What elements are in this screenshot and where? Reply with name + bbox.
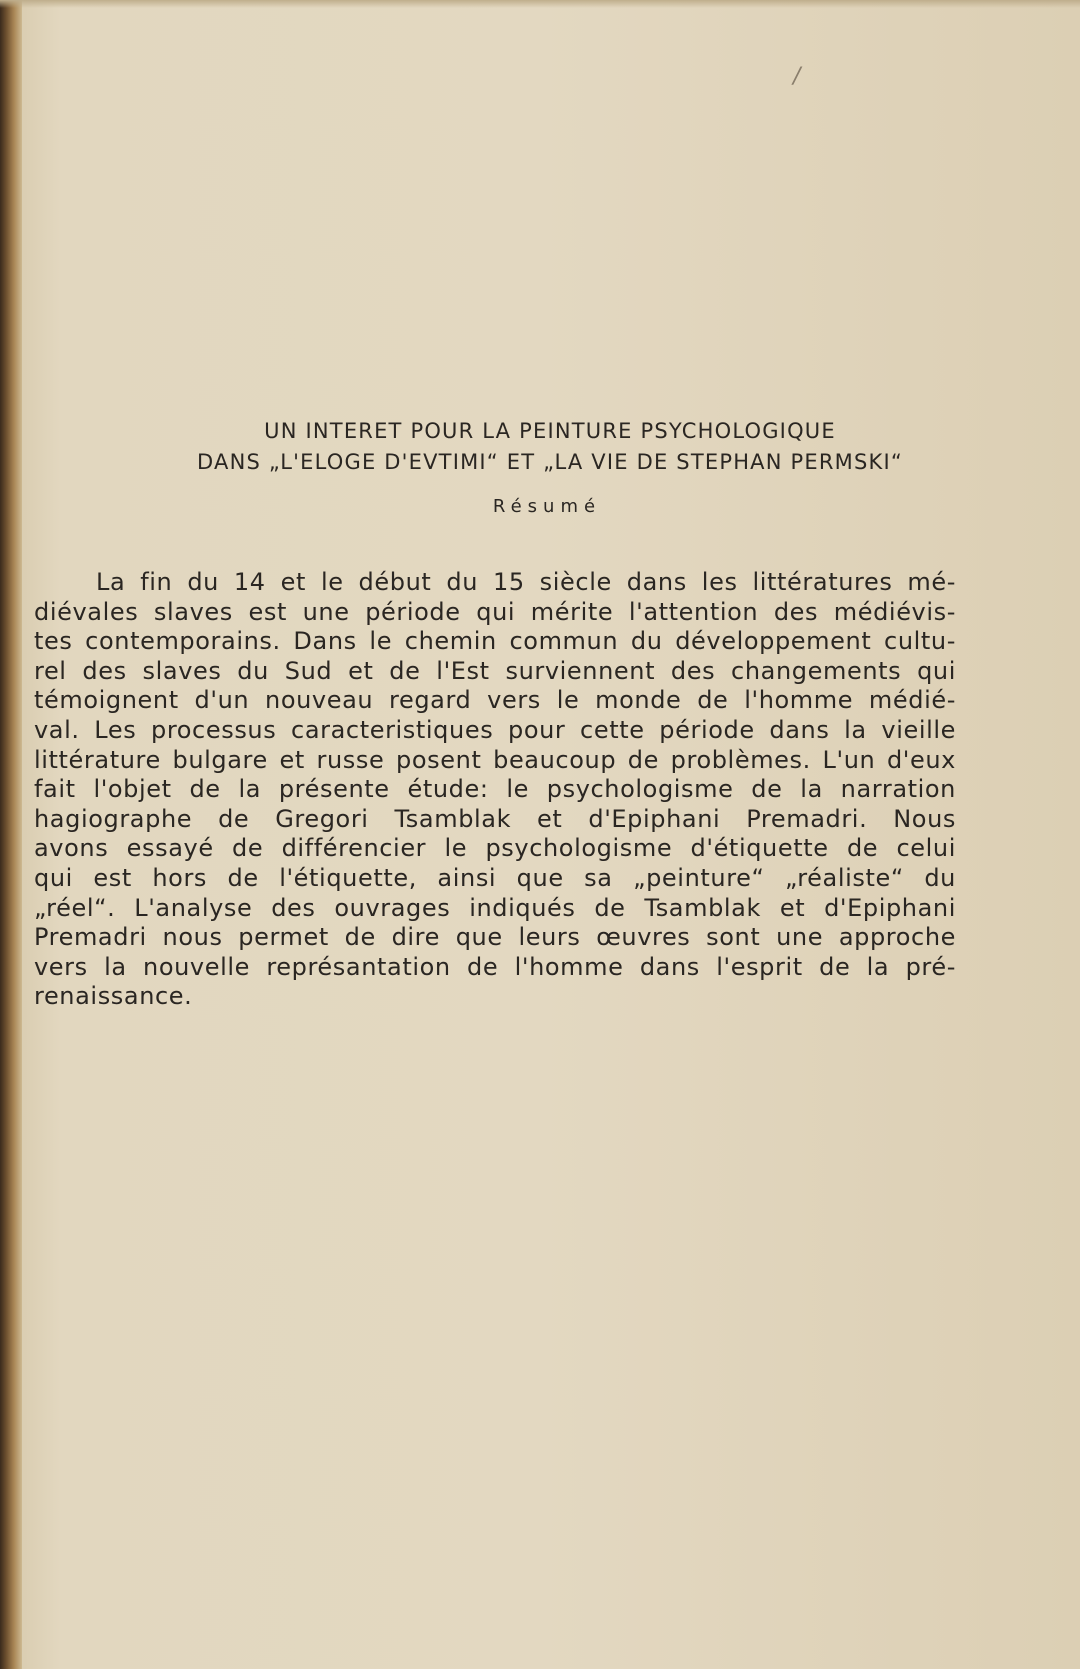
- paragraph-line: diévales slaves est une période qui mérite l'attention des médiévis-: [34, 597, 956, 626]
- paragraph-line: La fin du 14 et le début du 15 siècle dans les littératures mé-: [96, 568, 956, 596]
- book-spine-shadow: [0, 0, 22, 1669]
- paragraph-line: littérature bulgare et russe posent beaucoup de problèmes. L'un d'eux: [34, 745, 956, 774]
- paragraph-line: hagiographe de Gregori Tsamblak et d'Epiphani Premadri. Nous: [34, 804, 956, 833]
- section-heading: Résumé: [492, 496, 602, 517]
- paragraph-line: avons essayé de différencier le psychologisme d'étiquette de celui: [34, 834, 956, 863]
- paragraph-line: qui est hors de l'étiquette, ainsi que sa „peinture“ „réaliste“ du: [34, 863, 956, 892]
- paragraph-line: tes contemporains. Dans le chemin commun du développement cultu-: [34, 627, 956, 656]
- pencil-mark: /: [793, 64, 801, 89]
- page-top-edge: [0, 0, 1080, 8]
- paragraph-line: renaissance.: [34, 982, 193, 1011]
- resume-paragraph: [34, 568, 956, 1012]
- paragraph-line: rel des slaves du Sud et de l'Est surviennent des changements qui: [34, 656, 956, 685]
- title-line-2: DANS „L'ELOGE D'EVTIMI“ ET „LA VIE DE STEPHAN PERMSKI“: [197, 450, 903, 474]
- article-title: [80, 416, 1020, 478]
- paragraph-line: vers la nouvelle représantation de l'homme dans l'esprit de la pré-: [34, 952, 956, 981]
- title-line-1: UN INTERET POUR LA PEINTURE PSYCHOLOGIQUE: [264, 419, 836, 443]
- paragraph-line: val. Les processus caracteristiques pour cette période dans la vieille: [34, 715, 956, 744]
- paragraph-line: fait l'objet de la présente étude: le psychologisme de la narration: [34, 775, 956, 804]
- paragraph-line: Premadri nous permet de dire que leurs œuvres sont une approche: [34, 923, 956, 952]
- paragraph-line: „réel“. L'analyse des ouvrages indiqués de Tsamblak et d'Epiphani: [34, 893, 956, 922]
- paragraph-line: témoignent d'un nouveau regard vers le monde de l'homme médié-: [34, 686, 956, 715]
